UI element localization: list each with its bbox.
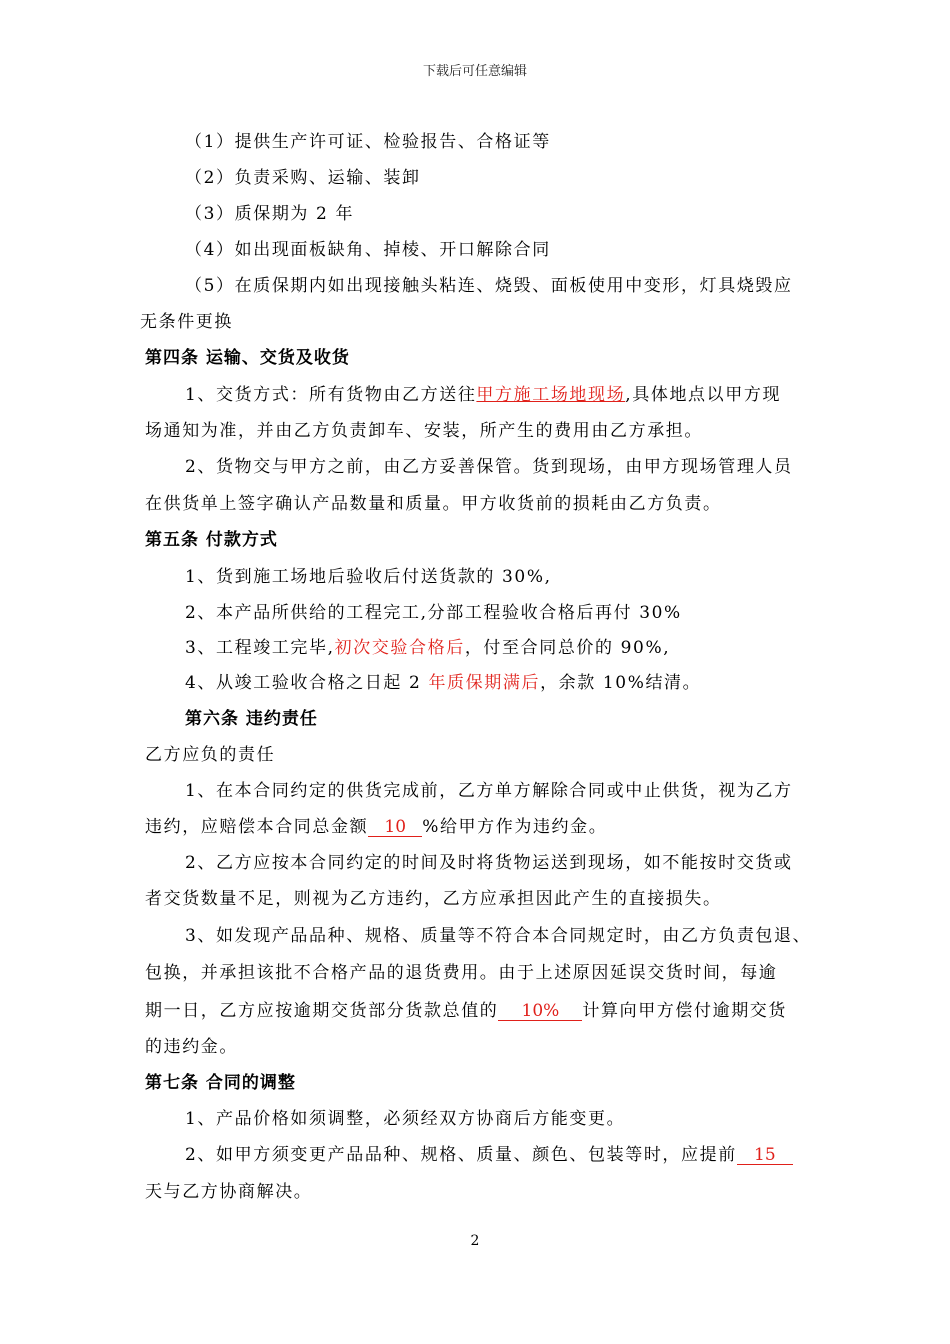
text: ，付至合同总价的 90%, — [464, 638, 671, 658]
late-penalty-blank: 10% — [498, 1002, 582, 1021]
article-7-title: 第七条 合同的调整 — [145, 1073, 296, 1093]
text: 4、从竣工验收合格之日起 2 — [185, 673, 429, 693]
clause-line — [185, 668, 701, 693]
clause-line — [145, 996, 787, 1021]
clause-line: 3、如发现产品品种、规格、质量等不符合本合同规定时，由乙方负责包退、 — [185, 926, 812, 946]
text: 1、交货方式：所有货物由乙方送往 — [185, 385, 477, 405]
clause-line: 在供货单上签字确认产品数量和质量。甲方收货前的损耗由乙方负责。 — [145, 494, 722, 514]
text: ，余款 10%结清。 — [540, 673, 702, 693]
clause-line: 天与乙方协商解决。 — [145, 1182, 313, 1202]
text: 2、如甲方须变更产品品种、规格、质量、颜色、包装等时，应提前 — [185, 1145, 737, 1165]
clause-line: 包换，并承担该批不合格产品的退货费用。由于上述原因延误交货时间，每逾 — [145, 963, 778, 983]
clause-line — [185, 633, 670, 658]
clause-line: （5）在质保期内如出现接触头粘连、烧毁、面板使用中变形，灯具烧毁应 — [185, 276, 793, 296]
page-number: 2 — [470, 1233, 480, 1249]
clause-line: 2、本产品所供给的工程完工,分部工程验收合格后再付 30% — [185, 603, 682, 623]
text: %给甲方作为违约金。 — [422, 817, 608, 837]
clause-line: （3）质保期为 2 年 — [185, 204, 355, 224]
clause-line: 的违约金。 — [145, 1037, 238, 1057]
delivery-location: 甲方施工场地现场 — [476, 385, 626, 405]
clause-line — [145, 812, 607, 837]
acceptance-condition: 初次交验合格后 — [334, 638, 465, 658]
clause-line: 2、乙方应按本合同约定的时间及时将货物运送到现场，如不能按时交货或 — [185, 853, 793, 873]
clause-line — [185, 1140, 793, 1165]
subheading: 乙方应负的责任 — [145, 745, 276, 765]
text: 3、工程竣工完毕, — [185, 638, 335, 658]
clause-line: （1）提供生产许可证、检验报告、合格证等 — [185, 132, 551, 152]
clause-line: 场通知为准，并由乙方负责卸车、安装，所产生的费用由乙方承担。 — [145, 421, 703, 441]
text: 违约，应赔偿本合同总金额 — [145, 817, 369, 837]
clause-line: 者交货数量不足，则视为乙方违约，乙方应承担因此产生的直接损失。 — [145, 889, 722, 909]
text: ,具体地点以甲方现 — [625, 385, 782, 405]
notice-days-blank: 15 — [737, 1146, 793, 1165]
article-5-title: 第五条 付款方式 — [145, 530, 278, 550]
clause-line: （4）如出现面板缺角、掉棱、开口解除合同 — [185, 240, 551, 260]
clause-line: 2、货物交与甲方之前，由乙方妥善保管。货到现场，由甲方现场管理人员 — [185, 457, 793, 477]
clause-line: 1、产品价格如须调整，必须经双方协商后方能变更。 — [185, 1109, 626, 1129]
clause-line: 1、货到施工场地后验收后付送货款的 30%, — [185, 567, 552, 587]
text: 期一日，乙方应按逾期交货部分货款总值的 — [145, 1001, 499, 1021]
text: 计算向甲方偿付逾期交货 — [582, 1001, 788, 1021]
clause-line: （2）负责采购、运输、装卸 — [185, 168, 421, 188]
warranty-condition: 年质保期满后 — [428, 673, 541, 693]
article-6-title: 第六条 违约责任 — [185, 709, 318, 729]
penalty-rate-blank: 10 — [368, 818, 422, 837]
clause-line: 无条件更换 — [140, 312, 233, 332]
page-header: 下载后可任意编辑 — [422, 64, 527, 79]
article-4-title: 第四条 运输、交货及收货 — [145, 348, 350, 368]
clause-line: 1、在本合同约定的供货完成前，乙方单方解除合同或中止供货，视为乙方 — [185, 781, 793, 801]
clause-line — [185, 380, 781, 405]
